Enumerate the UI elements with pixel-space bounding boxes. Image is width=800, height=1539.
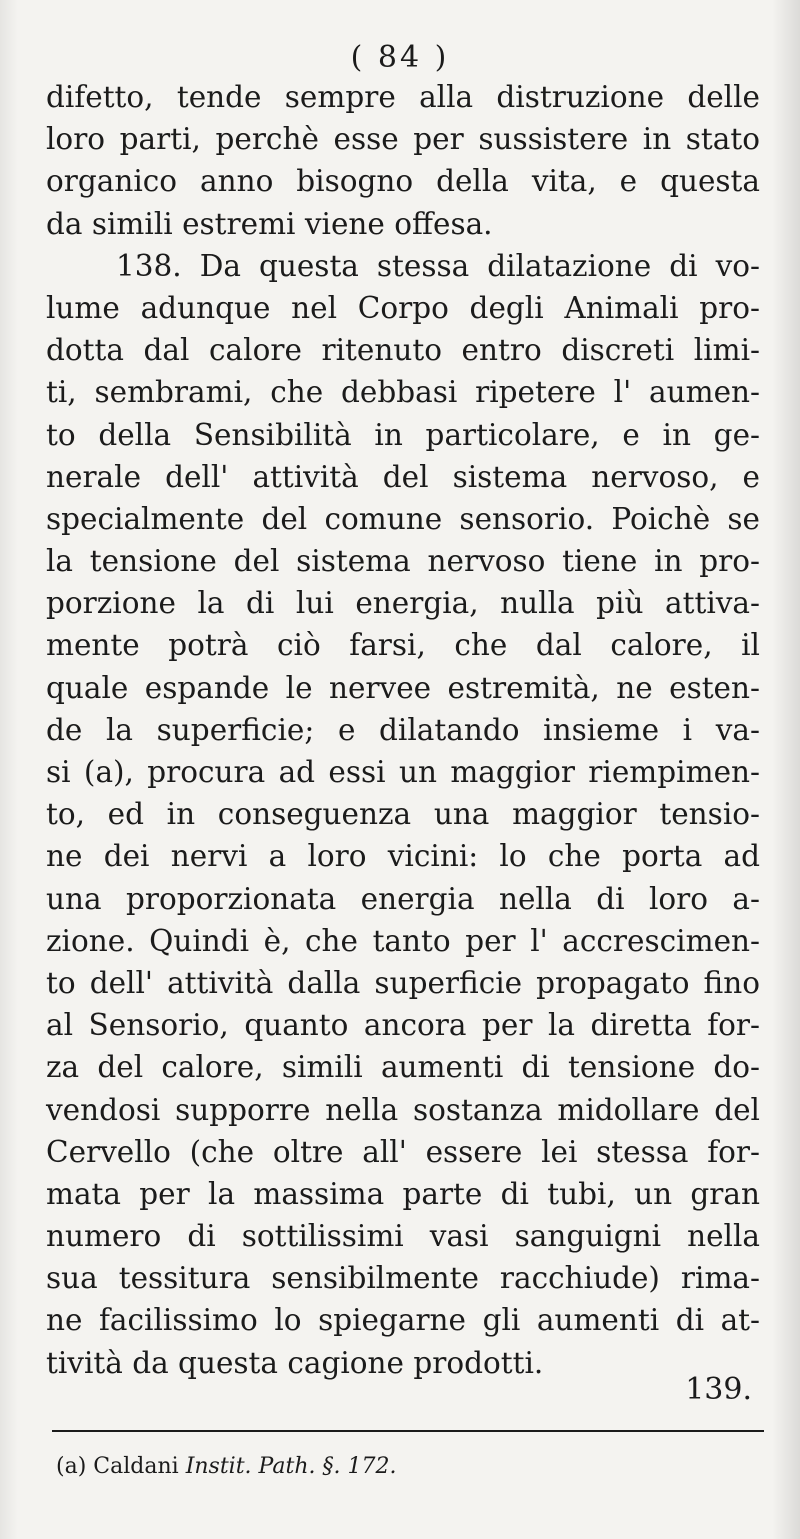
text-line: la tensione del sistema nervoso tiene in pro- [46,544,760,579]
text-line: Cervello (che oltre all' essere lei stessa for- [46,1134,760,1169]
text-line: zione. Quindi è, che tanto per l' accrescimen- [46,923,760,958]
text-line: tività da questa cagione prodotti. [46,1345,544,1380]
footnote-mark: (a) [56,1454,87,1479]
catchword: 139. [685,1372,752,1407]
text-line: de la superficie; e dilatando insieme i va- [46,712,760,747]
footnote-reference: Instit. Path. §. 172. [185,1454,397,1479]
text-line: ti, sembrami, che debbasi ripetere l' aumen- [46,375,760,410]
text-line: nerale dell' attività del sistema nervoso, e [46,459,760,494]
text-line: sua tessitura sensibilmente racchiude) rima- [46,1261,760,1296]
footnote [56,1452,396,1482]
text-line: mata per la massima parte di tubi, un gran [46,1176,760,1211]
text-line: dotta dal calore ritenuto entro discreti limi- [46,333,760,368]
text-line: da simili estremi viene offesa. [46,206,493,241]
text-line: al Sensorio, quanto ancora per la diretta for- [46,1008,760,1043]
text-line: za del calore, simili aumenti di tensione do- [46,1050,760,1085]
page-number: ( 84 ) [350,40,450,75]
text-line: organico anno bisogno della vita, e questa [46,164,760,199]
text-line: ne dei nervi a loro vicini: lo che porta ad [46,839,760,874]
footnote-divider [52,1430,764,1432]
paragraph-start-line: 138. Da questa stessa dilatazione di vo- [116,248,760,283]
text-line: to dell' attività dalla superficie propagato fino [46,965,760,1000]
text-line: to della Sensibilità in particolare, e in ge- [46,417,760,452]
text-line: to, ed in conseguenza una maggior tensio- [46,797,760,832]
text-line: si (a), procura ad essi un maggior riempimen- [46,755,760,789]
text-line: quale espande le nervee estremità, ne esten- [46,670,760,705]
text-line: loro parti, perchè esse per sussistere in stato [46,122,760,157]
text-line: vendosi supporre nella sostanza midollare del [46,1092,760,1127]
text-line: mente potrà ciò farsi, che dal calore, il [46,628,760,663]
text-line: ne facilissimo lo spiegarne gli aumenti di at- [46,1303,760,1338]
text-line: difetto, tende sempre alla distruzione delle [46,80,760,114]
text-line: una proporzionata energia nella di loro a- [46,881,760,916]
text-line: numero di sottilissimi vasi sanguigni nella [46,1219,760,1254]
body-text [46,76,760,1384]
text-line: lume adunque nel Corpo degli Animali pro- [46,290,760,325]
footnote-author: Caldani [93,1454,179,1479]
text-line: specialmente del comune sensorio. Poichè se [46,501,760,536]
text-line: porzione la di lui energia, nulla più attiva- [46,586,760,621]
